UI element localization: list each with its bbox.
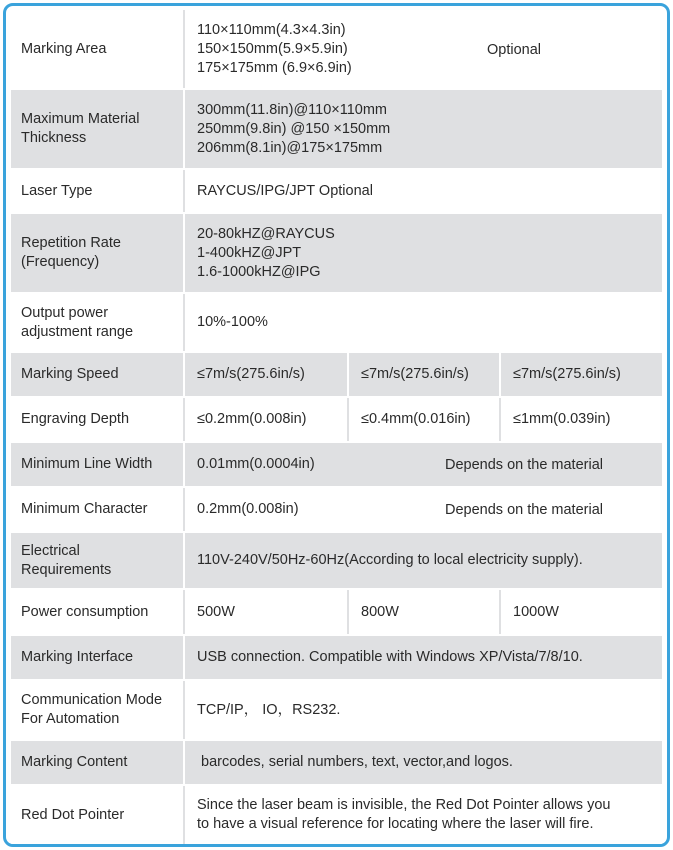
row-value: 110×110mm(4.3×4.3in)	[197, 21, 346, 38]
table-row	[11, 488, 662, 533]
row-label: Communication Mode For Automation	[11, 681, 185, 739]
row-value: barcodes, serial numbers, text, vector,and logos.	[197, 754, 513, 770]
row-value: ≤7m/s(275.6in/s)	[197, 366, 305, 382]
row-value: 250mm(9.8in) @150 ×150mm	[197, 120, 391, 137]
row-note: Depends on the material	[445, 457, 603, 473]
row-label: Electrical Requirements	[11, 533, 185, 588]
table-row	[11, 294, 662, 353]
spec-table-frame	[3, 3, 670, 847]
table-row	[11, 786, 662, 844]
row-value: 1-400kHZ@JPT	[197, 244, 302, 261]
row-label: Repetition Rate (Frequency)	[11, 214, 185, 292]
table-row	[11, 636, 662, 681]
row-note: Depends on the material	[445, 502, 603, 518]
row-value: 10%-100%	[197, 314, 268, 330]
table-row	[11, 443, 662, 488]
table-row	[11, 741, 662, 786]
table-row	[11, 170, 662, 214]
table-row	[11, 353, 662, 398]
row-value: ≤0.4mm(0.016in)	[347, 398, 499, 441]
row-label: Minimum Character	[11, 488, 185, 531]
table-row	[11, 681, 662, 741]
table-row	[11, 398, 662, 443]
row-value: to have a visual reference for locating where the laser will fire.	[197, 816, 594, 832]
row-label: Output power adjustment range	[11, 294, 185, 351]
table-row	[11, 10, 662, 90]
row-value: 800W	[347, 590, 499, 634]
row-value: 175×175mm (6.9×6.9in)	[197, 59, 352, 76]
table-row	[11, 214, 662, 294]
row-value: ≤0.2mm(0.008in)	[197, 411, 307, 427]
table-row	[11, 590, 662, 636]
row-label: Laser Type	[11, 170, 185, 212]
row-value: 0.2mm(0.008in)	[197, 501, 299, 517]
spec-table	[11, 10, 662, 844]
row-label: Marking Area	[11, 10, 185, 88]
row-value: Since the laser beam is invisible, the Red Dot Pointer allows you	[197, 797, 611, 813]
row-value: 110V-240V/50Hz-60Hz(According to local electricity supply).	[197, 552, 583, 568]
row-value: 206mm(8.1in)@175×175mm	[197, 139, 383, 156]
row-value: 20-80kHZ@RAYCUS	[197, 225, 335, 242]
row-value: 500W	[197, 603, 235, 620]
row-label: Minimum Line Width	[11, 443, 185, 486]
row-value: 300mm(11.8in)@110×110mm	[197, 101, 388, 118]
row-label: Marking Interface	[11, 636, 185, 679]
row-value: USB connection. Compatible with Windows XP/Vista/7/8/10.	[197, 649, 583, 665]
row-value: ≤7m/s(275.6in/s)	[347, 353, 499, 396]
row-value: RAYCUS/IPG/JPT Optional	[197, 182, 373, 199]
row-value: 1000W	[499, 590, 662, 634]
row-label: Power consumption	[11, 590, 185, 634]
row-label: Red Dot Pointer	[11, 786, 185, 844]
row-value: TCP/IP， IO，RS232.	[197, 701, 341, 718]
row-value: ≤1mm(0.039in)	[499, 398, 662, 441]
row-label: Marking Speed	[11, 353, 185, 396]
row-value: ≤7m/s(275.6in/s)	[499, 353, 662, 396]
row-value: 150×150mm(5.9×5.9in)	[197, 40, 348, 57]
table-row	[11, 90, 662, 170]
row-note: Optional	[487, 42, 542, 58]
row-value: 1.6-1000kHZ@IPG	[197, 263, 321, 280]
row-label: Maximum Material Thickness	[11, 90, 185, 168]
table-row	[11, 533, 662, 590]
row-label: Engraving Depth	[11, 398, 185, 441]
row-label: Marking Content	[11, 741, 185, 784]
row-value: 0.01mm(0.0004in)	[197, 456, 315, 472]
